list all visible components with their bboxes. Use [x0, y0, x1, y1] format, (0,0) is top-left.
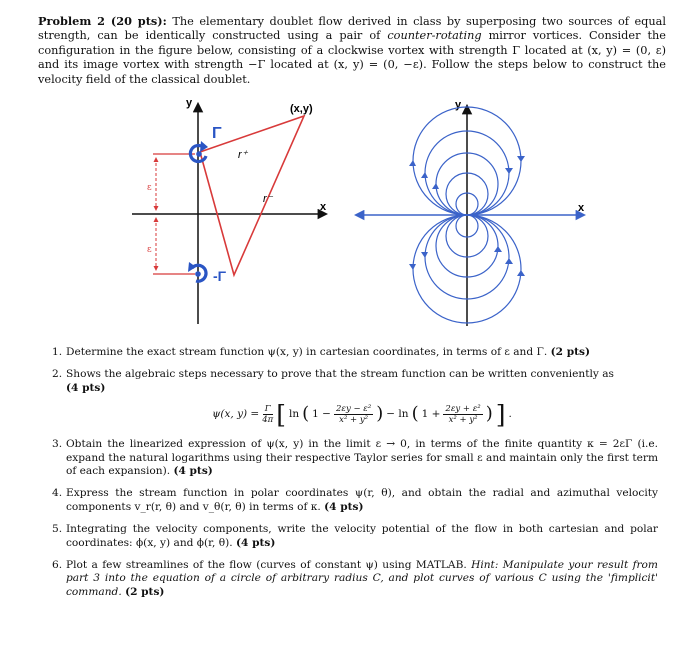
eq-f1-num: 2εy − ε²: [335, 403, 372, 414]
eq-f2-num: 2εy + ε²: [445, 403, 481, 414]
intro-emphasis: counter-rotating: [387, 29, 482, 43]
eq-lhs: ψ(x, y) =: [212, 407, 260, 420]
question-list: [52, 346, 658, 608]
eq-bracket-open: [: [276, 399, 286, 429]
eq-coef-num: Γ: [264, 403, 271, 414]
gamma-top-label: Γ: [212, 125, 222, 142]
question-number: 5.: [52, 523, 63, 536]
question-text: Determine the exact stream function ψ(x, y) in cartesian coordinates, in terms of ε and Γ.: [66, 346, 548, 358]
question-number: 1.: [52, 346, 63, 358]
intro-text-2: mirror vortices. Consider the configuration in the figure below, consisting of a clockwise vortex with strength Γ located at (x, y) = (0, ε) and its image vortex with strength −Γ located at (x, y) = (0, −ε). Follow the steps below to construct the velocity field of the classical doublet.: [38, 29, 666, 86]
question-number: 2.: [52, 368, 63, 381]
problem-intro: [38, 14, 666, 87]
vortex-pair-diagram: [132, 97, 327, 324]
question-item-3: [52, 438, 658, 478]
question-points: (4 pts): [66, 381, 106, 394]
eps-label-bottom: ε: [147, 245, 152, 255]
left-x-label: x: [320, 201, 327, 213]
question-points: (4 pts): [173, 465, 213, 478]
eq-paren-open-2: (: [411, 403, 419, 425]
question-item-5: [52, 523, 658, 550]
question-text: Express the stream function in polar coordinates ψ(r, θ), and obtain the radial and azimuthal velocity components v_r(r, θ) and v_θ(r, θ) in terms of κ.: [66, 487, 658, 513]
question-item-2: [52, 368, 658, 429]
question-number: 4.: [52, 487, 63, 500]
eq-paren-close-1: ): [376, 403, 384, 425]
eq-bracket-close: ]: [495, 399, 506, 429]
question-text: Plot a few streamlines of the flow (curves of constant ψ) using MATLAB.: [66, 559, 467, 572]
question-item-4: [52, 487, 658, 514]
eq-one-plus: 1 +: [421, 407, 441, 420]
point-label: (x,y): [290, 103, 313, 115]
eps-label-top: ε: [147, 183, 152, 193]
question-points: (4 pts): [236, 536, 276, 549]
problem-heading: Problem 2 (20 pts):: [38, 14, 167, 28]
question-points: (2 pts): [550, 346, 590, 358]
question-text: Integrating the velocity components, write the velocity potential of the flow in both cartesian and polar coordinates: ϕ(x, y) and ϕ(r, θ).: [66, 523, 658, 549]
streamline-diagram: [356, 99, 585, 326]
eq-paren-open-1: (: [302, 403, 310, 425]
eq-paren-close-2: ): [485, 403, 493, 425]
vortex-bottom-icon: [188, 262, 206, 281]
eq-f2-den: x² + y²: [448, 414, 478, 425]
question-number: 6.: [52, 559, 63, 572]
intro-text-1: The elementary doublet flow derived in class by superposing two sources of equal strength, can be identically constructed using a pair of: [38, 15, 666, 43]
right-y-label: y: [455, 99, 462, 111]
left-y-label: y: [186, 97, 193, 109]
right-x-label: x: [578, 202, 585, 214]
stream-function-equation: [66, 399, 658, 429]
gamma-bottom-label: -Γ: [213, 268, 227, 284]
eq-ln-1: ln: [289, 407, 300, 420]
question-text: Obtain the linearized expression of ψ(x, y) in the limit ε → 0, in terms of the finite quantity κ = 2εΓ (i.e. expand the natural logarithms using their respective Taylor series for small ε and maintain only the first term of each expansion).: [66, 438, 658, 478]
eq-coefficient: [262, 404, 273, 425]
question-hint: Hint: Manipulate your result from part 3 into the equation of a circle of arbitrary radius C, and plot curves of various C using the 'fimplicit' command.: [66, 559, 658, 598]
vortex-top-icon: [190, 141, 208, 162]
eq-one-minus: 1 −: [312, 407, 331, 420]
figure: [0, 94, 700, 334]
eq-fraction-1: [334, 404, 373, 425]
question-number: 3.: [52, 438, 63, 451]
question-points: (4 pts): [324, 500, 364, 513]
question-item-1: [52, 346, 658, 359]
r-plus-label: r⁺: [238, 149, 248, 161]
eq-minus-ln: − ln: [386, 407, 409, 420]
r-minus-label: r⁻: [263, 193, 273, 205]
eq-coef-den: 4π: [262, 414, 274, 425]
question-points: (2 pts): [125, 585, 165, 598]
eq-period: .: [508, 407, 512, 420]
eq-f1-den: x² + y²: [339, 414, 369, 425]
question-item-6: [52, 559, 658, 599]
question-text: Shows the algebraic steps necessary to prove that the stream function can be written conveniently as: [66, 368, 614, 381]
eq-fraction-2: [443, 404, 482, 425]
